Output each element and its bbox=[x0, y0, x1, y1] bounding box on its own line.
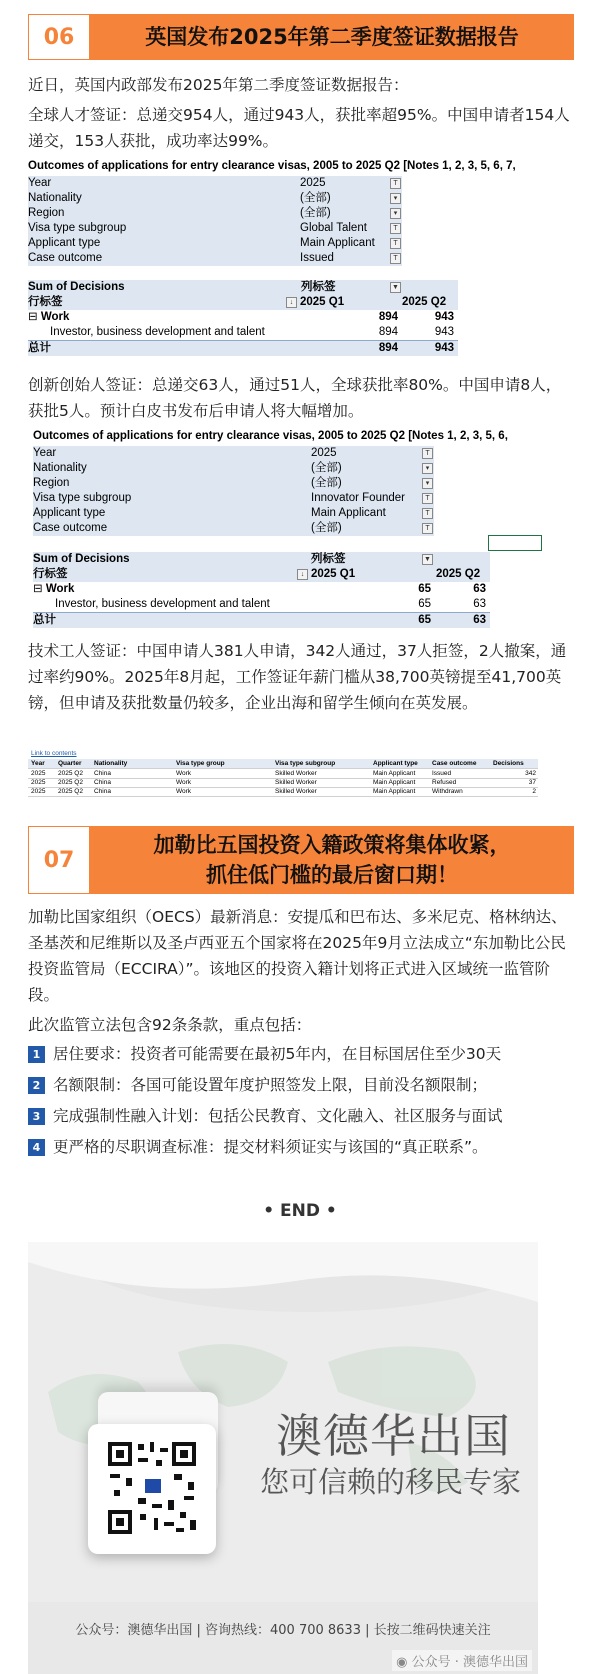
filter-row bbox=[33, 461, 434, 476]
table-title: Outcomes of applications for entry clearance visas, 2005 to 2025 Q2 [Notes 1, 2, 3, 5, 6, bbox=[33, 430, 508, 442]
filter-dropdown-icon[interactable]: T bbox=[390, 223, 401, 234]
filter-row bbox=[28, 236, 402, 251]
column-header[interactable]: Decisions bbox=[493, 760, 524, 767]
column-header[interactable]: Quarter bbox=[58, 760, 82, 767]
table-cell: Work bbox=[176, 788, 192, 795]
filter-value: 2025 bbox=[300, 177, 326, 189]
link-to-contents[interactable]: Link to contents bbox=[31, 750, 77, 757]
excel-table-skilled-worker bbox=[28, 750, 538, 794]
pivot-group-row: ⊟ Work 894 943 bbox=[28, 311, 454, 323]
table-cell: 2025 bbox=[31, 779, 46, 786]
filter-dropdown-icon[interactable]: ▾ bbox=[390, 193, 401, 204]
column-header[interactable]: Visa type subgroup bbox=[275, 760, 336, 767]
filter-key: Case outcome bbox=[33, 522, 108, 534]
section-title: 加勒比五国投资入籍政策将集体收紧， 抓住低门槛的最后窗口期！ bbox=[153, 832, 511, 887]
sort-icon[interactable]: ↓ bbox=[286, 297, 297, 308]
table-cell: 342 bbox=[525, 770, 536, 777]
table-cell: Skilled Worker bbox=[275, 779, 317, 786]
section-06-header bbox=[28, 14, 574, 60]
filter-row bbox=[28, 251, 402, 266]
filter-key: Visa type subgroup bbox=[28, 222, 127, 234]
filter-row bbox=[28, 176, 402, 191]
table-cell: Skilled Worker bbox=[275, 788, 317, 795]
table-cell: Issued bbox=[432, 770, 452, 777]
filter-dropdown-icon[interactable]: T bbox=[422, 448, 433, 459]
qr-card bbox=[88, 1424, 216, 1554]
filter-value: Innovator Founder bbox=[311, 492, 405, 504]
table-cell: 2025 bbox=[31, 770, 46, 777]
caribbean-paragraph: 加勒比国家组织（OECS）最新消息：安提瓜和巴布达、多米尼克、格林纳达、圣基茨和尼维斯以及圣卢西亚五个国家将在2025年9月立法成立“东加勒比公民投资监管局（ECCIRA）”。该地区的投资入籍计划将正式进入区域统一监管阶段。 bbox=[28, 908, 567, 1004]
excel-pivot-global-talent bbox=[28, 160, 536, 356]
pivot-item-row: Investor, business development and talent 894 943 bbox=[50, 326, 454, 338]
table-cell: China bbox=[94, 779, 111, 786]
filter-key: Visa type subgroup bbox=[33, 492, 132, 504]
filter-dropdown-icon[interactable]: T bbox=[422, 523, 433, 534]
filter-key: Year bbox=[28, 177, 52, 189]
filter-icon[interactable]: ▼ bbox=[390, 282, 401, 293]
wechat-icon: ◉ bbox=[396, 1655, 412, 1670]
filter-dropdown-icon[interactable]: ▾ bbox=[390, 208, 401, 219]
table-row bbox=[28, 787, 538, 797]
column-header[interactable]: Nationality bbox=[94, 760, 128, 767]
qr-code[interactable] bbox=[104, 1438, 200, 1538]
filter-row bbox=[33, 506, 434, 521]
table-cell: Withdrawn bbox=[432, 788, 463, 795]
table-cell: 2025 Q2 bbox=[58, 770, 83, 777]
filter-key: Applicant type bbox=[28, 237, 101, 249]
column-header[interactable]: Applicant type bbox=[373, 760, 418, 767]
intro-paragraph: 近日，英国内政部发布2025年第二季度签证数据报告： bbox=[28, 76, 409, 94]
filter-row bbox=[33, 446, 434, 461]
filter-key: Nationality bbox=[28, 192, 82, 204]
number-badge: 4 bbox=[28, 1139, 45, 1156]
filter-key: Nationality bbox=[33, 462, 87, 474]
innovator-paragraph: 创新创始人签证：总递交63人，通过51人，全球获批率80%。中国申请8人，获批5人。预计白皮书发布后申请人将大幅增加。 bbox=[28, 376, 562, 420]
promo-banner bbox=[28, 1242, 538, 1674]
key-point-text: 名额限制：各国可能设置年度护照签发上限，目前没名额限制； bbox=[53, 1076, 488, 1094]
table-cell: Main Applicant bbox=[373, 779, 416, 786]
filter-value: (全部) bbox=[300, 192, 331, 204]
filter-dropdown-icon[interactable]: T bbox=[422, 493, 433, 504]
filter-row bbox=[33, 476, 434, 491]
key-point-item bbox=[28, 1075, 576, 1095]
brand-name: 澳德华出国 bbox=[276, 1409, 511, 1463]
collapse-icon[interactable]: ⊟ bbox=[28, 311, 38, 323]
pivot-column-row: 行标签 ↓ 2025 Q1 2025 Q2 bbox=[28, 295, 458, 310]
section-number: 06 bbox=[29, 15, 91, 59]
filter-value: Main Applicant bbox=[300, 237, 375, 249]
key-point-text: 居住要求：投资者可能需要在最初5年内，在目标国居住至少30天 bbox=[53, 1045, 502, 1063]
filter-key: Region bbox=[33, 477, 70, 489]
sort-icon[interactable]: ↓ bbox=[297, 569, 308, 580]
table-cell: Main Applicant bbox=[373, 770, 416, 777]
filter-row bbox=[28, 221, 402, 236]
pivot-total-row: 总计 894 943 bbox=[28, 340, 458, 356]
law-paragraph: 此次监管立法包含92条条款，重点包括： bbox=[28, 1016, 312, 1034]
table-cell: 2025 Q2 bbox=[58, 779, 83, 786]
contact-footer: 公众号：澳德华出国 | 咨询热线：400 700 8633 | 长按二维码快速关注 bbox=[75, 1623, 491, 1638]
table-cell: Refused bbox=[432, 779, 457, 786]
filter-key: Year bbox=[33, 447, 57, 459]
table-cell: China bbox=[94, 788, 111, 795]
table-cell: Work bbox=[176, 770, 192, 777]
filter-dropdown-icon[interactable]: T bbox=[422, 508, 433, 519]
table-cell: China bbox=[94, 770, 111, 777]
column-header[interactable]: Year bbox=[31, 760, 45, 767]
filter-dropdown-icon[interactable]: T bbox=[390, 238, 401, 249]
global-talent-paragraph: 全球人才签证：总递交954人，通过943人，获批率超95%。中国申请者154人递交，153人获批，成功率达99%。 bbox=[28, 106, 570, 150]
filter-value: (全部) bbox=[311, 477, 342, 489]
brand-slogan: 您可信赖的移民专家 bbox=[260, 1465, 522, 1499]
section-number: 07 bbox=[29, 827, 91, 893]
key-point-text: 更严格的尽职调查标准：提交材料须证实与该国的“真正联系”。 bbox=[53, 1138, 488, 1156]
section-title: 英国发布2025年第二季度签证数据报告 bbox=[145, 24, 519, 49]
filter-row bbox=[33, 521, 434, 536]
table-cell: Main Applicant bbox=[373, 788, 416, 795]
filter-value: Main Applicant bbox=[311, 507, 386, 519]
filter-dropdown-icon[interactable]: T bbox=[390, 178, 401, 189]
filter-key: Applicant type bbox=[33, 507, 106, 519]
filter-row bbox=[28, 206, 402, 221]
table-cell: Skilled Worker bbox=[275, 770, 317, 777]
filter-value: (全部) bbox=[311, 462, 342, 474]
end-marker: • END • bbox=[263, 1201, 337, 1221]
key-point-item bbox=[28, 1137, 576, 1157]
pivot-column-row: 行标签 ↓ 2025 Q1 2025 Q2 bbox=[33, 567, 490, 582]
number-badge: 3 bbox=[28, 1108, 45, 1125]
key-point-item bbox=[28, 1044, 576, 1064]
column-header[interactable]: Visa type group bbox=[176, 760, 225, 767]
filter-value: Issued bbox=[300, 252, 334, 264]
skilled-worker-paragraph: 技术工人签证：中国申请人381人申请，342人通过，37人拒签，2人撤案，通过率约90%。2025年8月起，工作签证年薪门槛从38,700英镑提至41,700英镑，但申请及获批数量仍较多，企业出海和留学生倾向在英发展。 bbox=[28, 642, 567, 712]
table-title: Outcomes of applications for entry clearance visas, 2005 to 2025 Q2 [Notes 1, 2, 3, 5, 6, 7, bbox=[28, 160, 516, 172]
number-badge: 2 bbox=[28, 1077, 45, 1094]
filter-row bbox=[33, 491, 434, 506]
filter-value: 2025 bbox=[311, 447, 337, 459]
section-07-header bbox=[28, 826, 574, 894]
filter-value: (全部) bbox=[300, 207, 331, 219]
pivot-group-row: ⊟ Work 65 63 bbox=[33, 583, 486, 595]
number-badge: 1 bbox=[28, 1046, 45, 1063]
filter-icon[interactable]: ▼ bbox=[422, 554, 433, 565]
filter-value: (全部) bbox=[311, 522, 342, 534]
table-cell: 2 bbox=[532, 788, 536, 795]
pivot-header-row: Sum of Decisions 列标签 ▼ bbox=[33, 552, 490, 567]
table-cell: 2025 bbox=[31, 788, 46, 795]
pivot-item-row: Investor, business development and talent 65 63 bbox=[55, 598, 486, 610]
key-point-item bbox=[28, 1106, 576, 1126]
filter-row bbox=[28, 191, 402, 206]
column-header[interactable]: Case outcome bbox=[432, 760, 477, 767]
table-cell: 37 bbox=[528, 779, 536, 786]
table-cell: 2025 Q2 bbox=[58, 788, 83, 795]
selected-cell[interactable] bbox=[488, 535, 542, 551]
pivot-header-row: Sum of Decisions 列标签 ▼ bbox=[28, 280, 458, 295]
filter-dropdown-icon[interactable]: ▾ bbox=[422, 478, 433, 489]
pivot-total-row: 总计 65 63 bbox=[33, 612, 490, 628]
table-cell: Work bbox=[176, 779, 192, 786]
filter-key: Region bbox=[28, 207, 65, 219]
filter-dropdown-icon[interactable]: ▾ bbox=[422, 463, 433, 474]
key-point-text: 完成强制性融入计划：包括公民教育、文化融入、社区服务与面试 bbox=[53, 1107, 503, 1125]
filter-key: Case outcome bbox=[28, 252, 103, 264]
collapse-icon[interactable]: ⊟ bbox=[33, 583, 43, 595]
excel-pivot-innovator bbox=[33, 430, 543, 628]
table-header-row bbox=[28, 759, 538, 769]
watermark: ◉ 公众号 · 澳德华出国 bbox=[392, 1650, 532, 1671]
filter-dropdown-icon[interactable]: T bbox=[390, 253, 401, 264]
filter-value: Global Talent bbox=[300, 222, 367, 234]
